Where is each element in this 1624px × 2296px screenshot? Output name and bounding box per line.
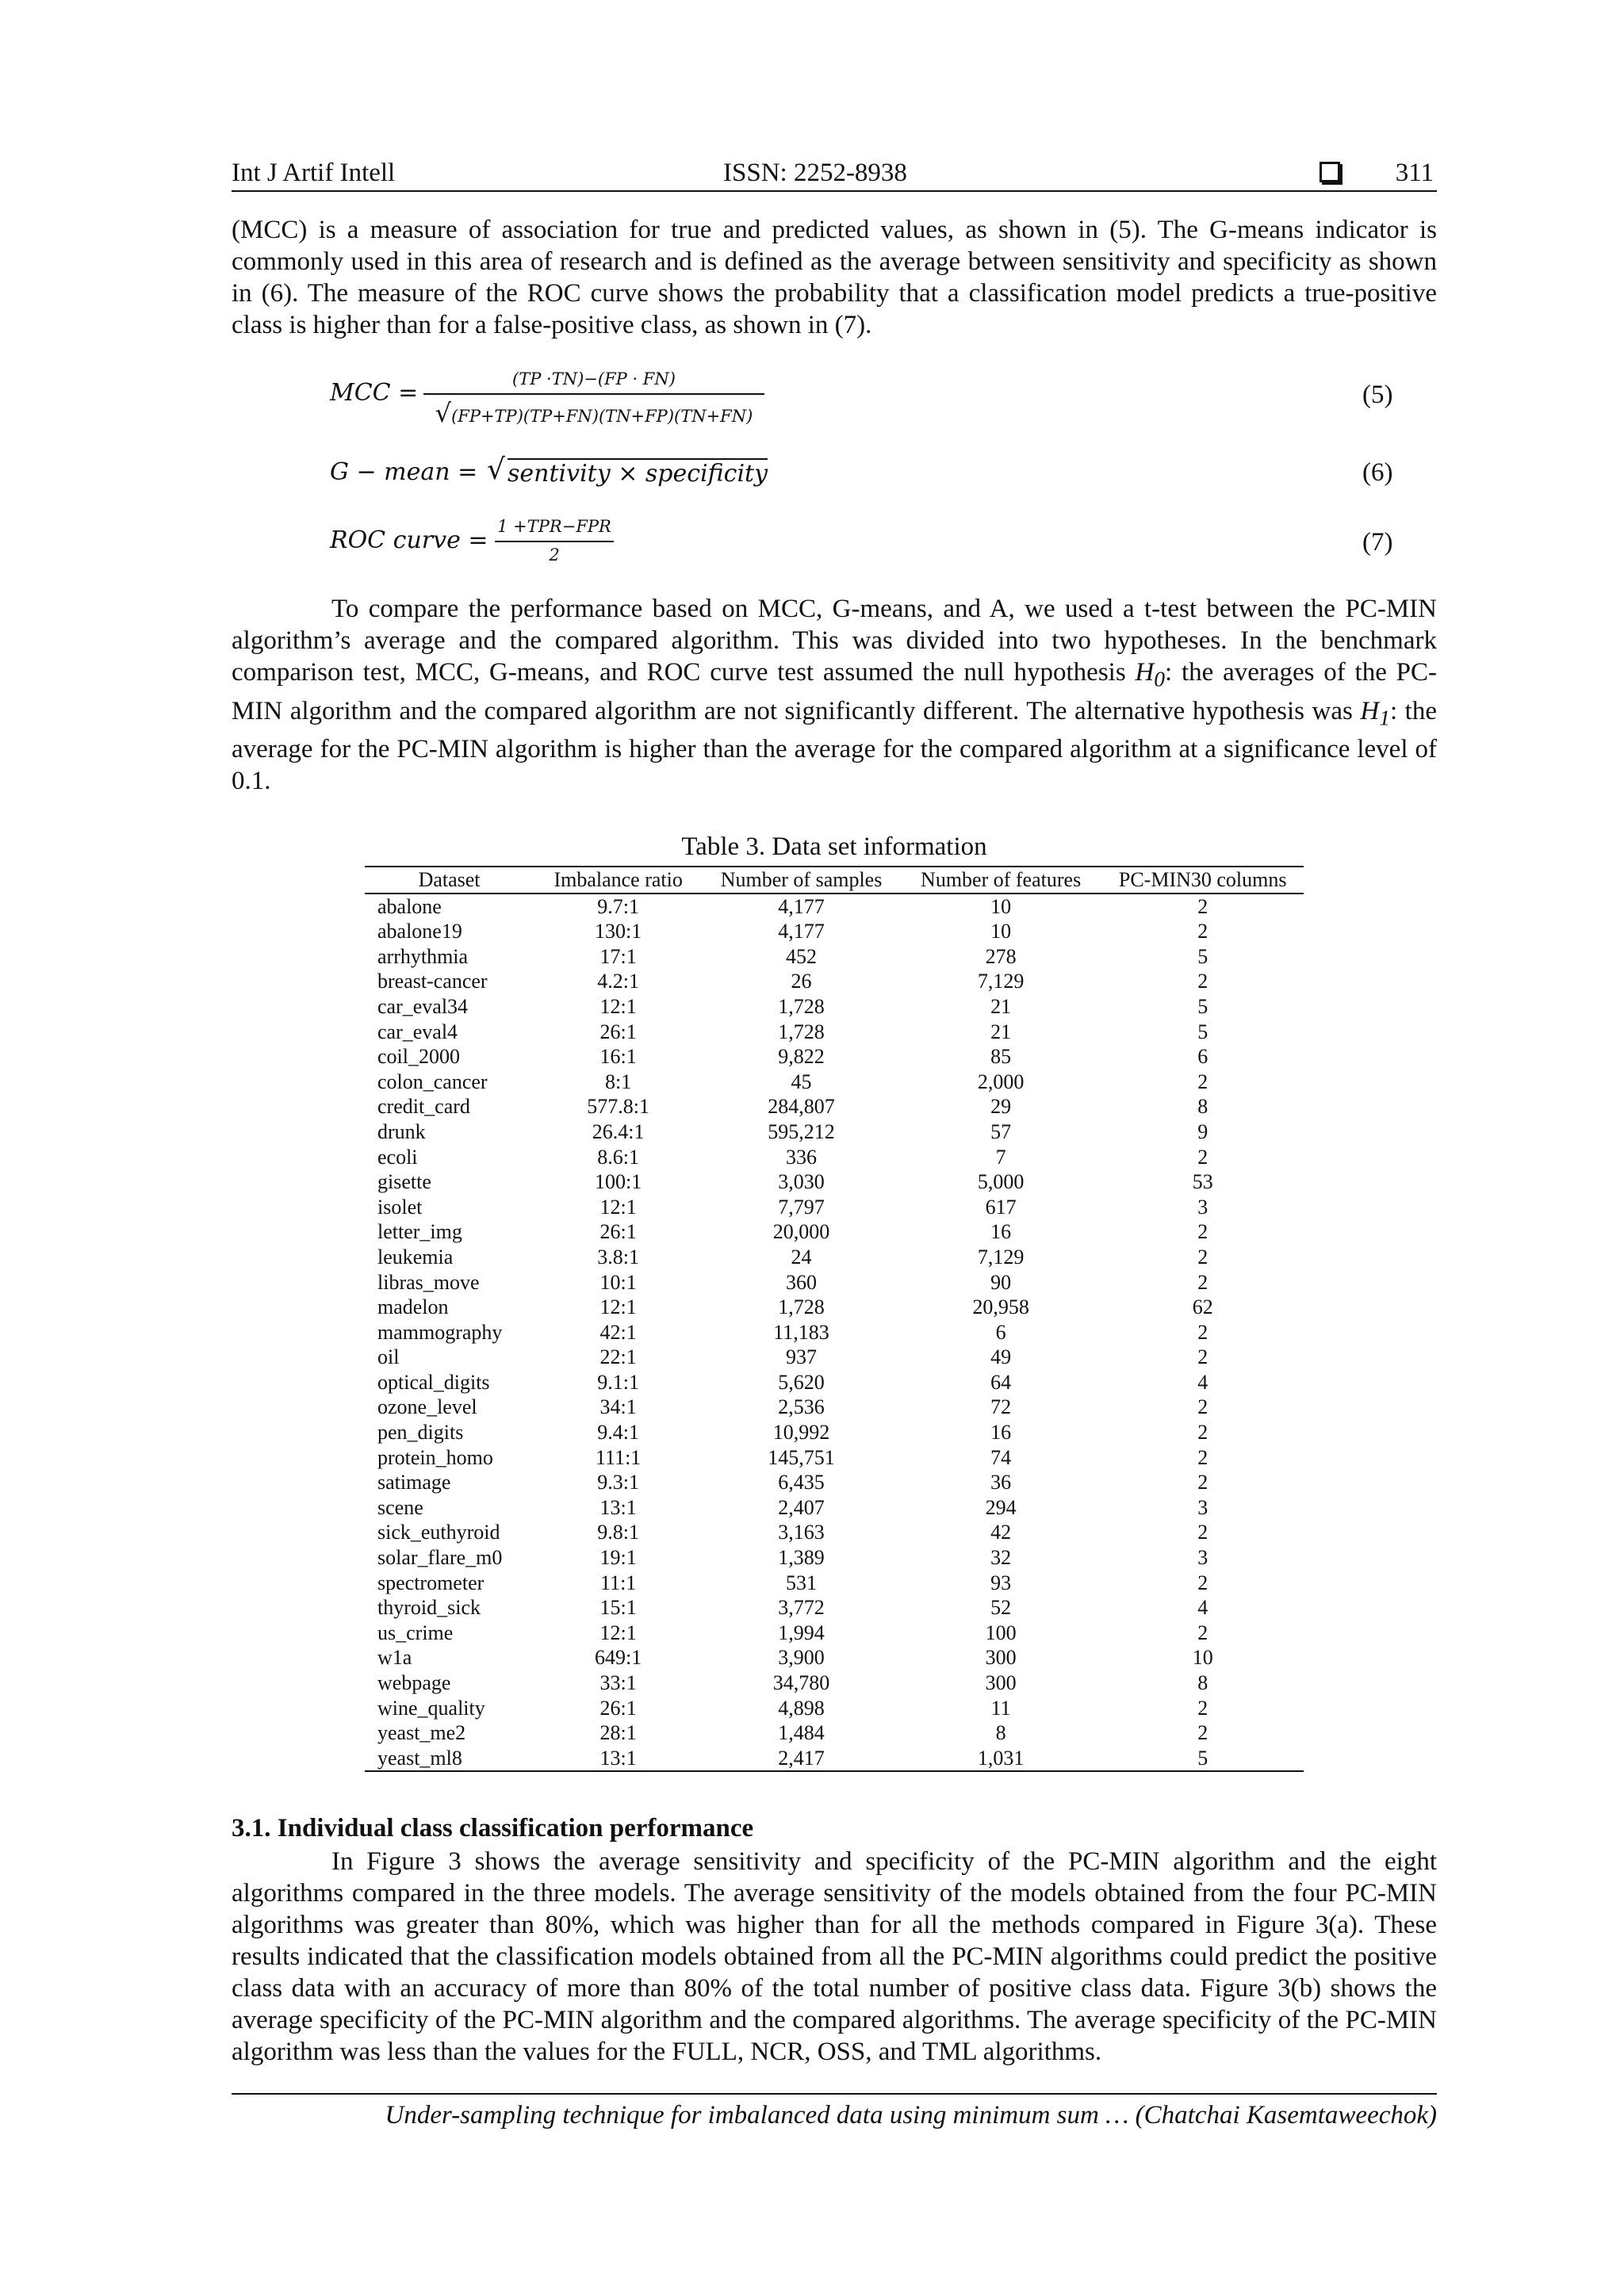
table-row [365, 894, 1304, 920]
equation-mcc-fraction [423, 369, 764, 428]
table-cell: 300 [985, 1646, 1017, 1670]
table-cell: 7,797 [778, 1195, 825, 1219]
dataset-name-cell: leukemia [377, 1245, 454, 1269]
table-row [365, 1094, 1304, 1119]
dataset-name-cell: w1a [377, 1646, 412, 1670]
table-cell: 4,177 [778, 920, 825, 943]
page-number: 311 [1395, 159, 1434, 187]
table-cell: 5 [1197, 994, 1208, 1018]
table-cell: 4,898 [778, 1696, 825, 1720]
table-cell: 26:1 [599, 1220, 637, 1244]
equation-roc-denominator: 2 [549, 545, 560, 564]
table-row [365, 1545, 1304, 1571]
table-cell: 2 [1197, 1521, 1208, 1544]
table-cell: 595,212 [768, 1119, 835, 1143]
dataset-name-cell: satimage [377, 1471, 451, 1494]
table-cell: 34:1 [599, 1395, 637, 1419]
table-cell: 10:1 [599, 1270, 637, 1294]
paragraph-hypothesis-part-b: : the averages of the PC-MIN algorithm and the compared algorithm are not significantly different. The alternative hypothesis was [232, 658, 1438, 725]
table-cell: 130:1 [595, 920, 642, 943]
dataset-name-cell: us_crime [377, 1621, 454, 1644]
table-cell: 2 [1197, 1395, 1208, 1419]
table-cell: 1,728 [778, 1295, 825, 1319]
table-cell: 2 [1197, 1421, 1208, 1445]
table-header-row [365, 867, 1304, 894]
table-cell: 2 [1197, 1245, 1208, 1269]
table-cell: 16 [990, 1220, 1012, 1244]
table-cell: 100:1 [595, 1170, 642, 1194]
table-cell: 8.6:1 [597, 1145, 640, 1169]
table-cell: 2 [1197, 1145, 1208, 1169]
table-cell: 5 [1101, 1746, 1304, 1772]
sqrt-icon: √ [435, 398, 452, 428]
table-cell: 360 [786, 1270, 818, 1294]
table-cell: 85 [990, 1045, 1012, 1069]
table-cell: 8 [1197, 1671, 1208, 1694]
table-cell: 17:1 [599, 944, 637, 968]
dataset-name-cell: webpage [377, 1671, 451, 1694]
h1-subscript: 1 [1379, 705, 1390, 730]
dataset-name-cell: ecoli [377, 1145, 418, 1169]
running-footer: Under-sampling technique for imbalanced data using minimum sum … (Chatchai Kasemtaweechok) [232, 2093, 1437, 2130]
dataset-name-cell: pen_digits [377, 1421, 464, 1445]
table-cell: 12:1 [599, 994, 637, 1018]
table-cell: 52 [990, 1596, 1012, 1620]
table-cell: 74 [990, 1445, 1012, 1469]
table-cell: 2,407 [778, 1495, 825, 1519]
dataset-name-cell: protein_homo [377, 1445, 493, 1469]
table-cell: 20,958 [972, 1295, 1029, 1319]
table-cell: 2 [1197, 1070, 1208, 1093]
table-cell: 284,807 [768, 1095, 835, 1119]
equation-number-6: (6) [1362, 458, 1393, 487]
table-cell: 42:1 [599, 1320, 637, 1344]
table-row [365, 1020, 1304, 1045]
table-cell: 1,484 [778, 1721, 825, 1745]
table-cell: 2 [1197, 920, 1208, 943]
dataset-name-cell: mammography [377, 1320, 503, 1344]
table-cell: 3 [1197, 1495, 1208, 1519]
table-cell: 9.1:1 [597, 1370, 640, 1394]
table-cell: 2,536 [778, 1395, 825, 1419]
table-cell: 42 [990, 1521, 1012, 1544]
paragraph-hypothesis-part-a: To compare the performance based on MCC, G-means, and A, we used a t-test between the PC-MIN algorithm’s average and the compared algorithm. This was divided into two hypotheses. In the benchmark comparison test, MCC, G-means, and ROC curve test assumed the null hypothesis [232, 595, 1437, 687]
table-cell: 16:1 [599, 1045, 637, 1069]
table-cell: 3.8:1 [597, 1245, 640, 1269]
table-cell: 2 [1197, 1571, 1208, 1594]
table-cell: 3,772 [778, 1596, 825, 1620]
table-cell: 3,163 [778, 1521, 825, 1544]
table-cell: 2 [1197, 1621, 1208, 1644]
table-cell: 4 [1197, 1370, 1208, 1394]
paragraph-hypothesis-part-c: : the average for the PC-MIN algorithm is higher than the average for the compared algorithm at a significance level of 0.1. [232, 696, 1437, 796]
equation-mcc-numerator: (TP ·TN)−(FP · FN) [512, 369, 676, 388]
table-row [365, 1670, 1304, 1696]
equation-number-5: (5) [1362, 381, 1393, 409]
table-cell: 1,389 [778, 1546, 825, 1570]
table-cell: 13:1 [534, 1746, 703, 1772]
table-cell: 3,030 [778, 1170, 825, 1194]
dataset-name-cell: letter_img [377, 1220, 462, 1244]
table-cell: 336 [786, 1145, 818, 1169]
table-row [365, 1720, 1304, 1746]
table-cell: 64 [990, 1370, 1012, 1394]
equation-mcc-denominator-wrap [423, 398, 764, 428]
table-cell: 11:1 [600, 1571, 637, 1594]
table-body [365, 894, 1304, 1772]
table-cell: 53 [1192, 1170, 1213, 1194]
paragraph-metrics: (MCC) is a measure of association for true and predicted values, as shown in (5). The G-means indicator is commonly used in this area of research and is defined as the average between sensitivity and specificity as shown in (6). The measure of the ROC curve shows the probability that a classification model predicts a true-positive class is higher than for a false-positive class, as shown in (7). [232, 216, 1437, 339]
table-cell: 36 [990, 1471, 1012, 1494]
table-cell: 12:1 [599, 1195, 637, 1219]
table-cell: 649:1 [595, 1646, 642, 1670]
equation-roc-lhs: ROC curve = [330, 526, 488, 554]
dataset-name-cell: arrhythmia [377, 944, 469, 968]
table-cell: 19:1 [599, 1546, 637, 1570]
table-cell: 531 [786, 1571, 818, 1594]
h0-symbol [1135, 658, 1166, 691]
table-row [365, 969, 1304, 994]
table-cell: 11 [990, 1696, 1011, 1720]
dataset-name-cell: ozone_level [377, 1395, 477, 1419]
table-cell: 2 [1197, 1696, 1208, 1720]
table-row [365, 1395, 1304, 1420]
table-cell: 10 [1192, 1646, 1213, 1670]
table-cell: 9.7:1 [597, 894, 640, 918]
dataset-name-cell: colon_cancer [377, 1070, 488, 1093]
table-cell: 15:1 [599, 1596, 637, 1620]
dataset-table [365, 866, 1304, 1772]
table-cell: 577.8:1 [587, 1095, 650, 1119]
table-row [365, 1219, 1304, 1245]
table-cell: 9,822 [778, 1045, 825, 1069]
table-row [365, 944, 1304, 970]
table-row [365, 1370, 1304, 1395]
table-row [365, 1746, 1304, 1772]
dataset-name-cell: libras_move [377, 1270, 480, 1294]
dataset-name-cell: madelon [377, 1295, 449, 1319]
equation-number-7: (7) [1362, 528, 1393, 557]
table-cell: 5,000 [977, 1170, 1025, 1194]
table-cell: 2 [1197, 894, 1208, 918]
table-cell: 10 [990, 894, 1012, 918]
column-header: Imbalance ratio [534, 867, 703, 894]
table-row [365, 1645, 1304, 1670]
dataset-name-cell: abalone19 [377, 920, 462, 943]
table-cell: 11,183 [773, 1320, 829, 1344]
table-cell: 9.8:1 [597, 1521, 640, 1544]
section-heading: 3.1. Individual class classification performance [232, 1814, 754, 1843]
table-cell: 2 [1197, 1220, 1208, 1244]
dataset-name-cell: car_eval4 [377, 1020, 458, 1043]
table-cell: 3,900 [778, 1646, 825, 1670]
section-paragraph: In Figure 3 shows the average sensitivity and specificity of the PC-MIN algorithm and the eight algorithms compared in the three models. The average sensitivity of the models obtained from the four PC-MIN algorithms was greater than 80%, which was higher than for all the methods compared in Figure 3(a). These results indicated that the classification models obtained from all the PC-MIN algorithms could predict the positive class data with an accuracy of more than 80% of the total number of positive class data. Figure 3(b) shows the average specificity of the PC-MIN algorithm and the compared algorithms. The average specificity of the PC-MIN algorithm was less than the values for the FULL, NCR, OSS, and TML algorithms. [232, 1847, 1437, 2066]
table-cell: 617 [985, 1195, 1017, 1219]
table-cell: 90 [990, 1270, 1012, 1294]
table-row [365, 1044, 1304, 1070]
dataset-name-cell: optical_digits [377, 1370, 490, 1394]
equation-mcc-lhs: MCC = [330, 379, 419, 407]
equation-roc-fraction [495, 517, 614, 564]
table-cell: 3 [1197, 1546, 1208, 1570]
table-row [365, 919, 1304, 944]
table-cell: 300 [985, 1671, 1017, 1694]
table-cell: 145,751 [768, 1445, 835, 1469]
table-cell: 2 [1197, 1320, 1208, 1344]
table-cell: 2 [1197, 1345, 1208, 1369]
dataset-name-cell: wine_quality [377, 1696, 485, 1720]
table-cell: 28:1 [599, 1721, 637, 1745]
h1-letter: H [1360, 696, 1380, 725]
column-header: Number of features [900, 867, 1102, 894]
table-cell: 1,728 [778, 1020, 825, 1043]
fraction-bar [495, 541, 614, 542]
table-row [365, 1245, 1304, 1270]
column-header: Number of samples [703, 867, 900, 894]
table-cell: 26 [791, 970, 812, 993]
sqrt-icon: √ [487, 453, 505, 486]
dataset-name-cell: thyroid_sick [377, 1596, 481, 1620]
table-cell: 26.4:1 [592, 1119, 645, 1143]
dataset-name-cell: isolet [377, 1195, 423, 1219]
dataset-name-cell: oil [377, 1345, 400, 1369]
dataset-name-cell: solar_flare_m0 [377, 1546, 503, 1570]
table-cell: 9.3:1 [597, 1471, 640, 1494]
table-cell: 26:1 [599, 1020, 637, 1043]
table-cell: 6,435 [778, 1471, 825, 1494]
table-cell: 49 [990, 1345, 1012, 1369]
table-cell: 21 [990, 994, 1012, 1018]
table-cell: 100 [985, 1621, 1017, 1644]
table-cell: 2 [1197, 1471, 1208, 1494]
table-cell: 452 [786, 944, 818, 968]
table-row [365, 1595, 1304, 1621]
dataset-name-cell: drunk [377, 1119, 426, 1143]
dataset-name-cell: credit_card [377, 1095, 470, 1119]
table-cell: 24 [791, 1245, 812, 1269]
table-cell: 5,620 [778, 1370, 825, 1394]
table-cell: 29 [990, 1095, 1012, 1119]
table-cell: 5 [1197, 1020, 1208, 1043]
table-cell: 4 [1197, 1596, 1208, 1620]
equation-gmean-lhs: G − mean = [330, 458, 478, 486]
dataset-name-cell: breast-cancer [377, 970, 488, 993]
table-cell: 72 [990, 1395, 1012, 1419]
table-cell: 16 [990, 1421, 1012, 1445]
table-cell: 8 [995, 1721, 1006, 1745]
table-cell: 5 [1197, 944, 1208, 968]
dataset-name-cell: abalone [377, 894, 442, 918]
dataset-name-cell: scene [377, 1495, 423, 1519]
table-cell: 7,129 [977, 970, 1025, 993]
column-header: PC-MIN30 columns [1101, 867, 1304, 894]
h1-symbol [1360, 696, 1390, 730]
dataset-name-cell: spectrometer [377, 1571, 485, 1594]
table-row [365, 1145, 1304, 1170]
equation-gmean-expression: sentivity × specificity [508, 460, 768, 488]
table-cell: 1,994 [778, 1621, 825, 1644]
table-cell: 12:1 [599, 1621, 637, 1644]
table-cell: 57 [990, 1119, 1012, 1143]
table-caption: Table 3. Data set information [681, 832, 987, 861]
paragraph-hypothesis [232, 593, 1437, 797]
dataset-name-cell: yeast_me2 [377, 1721, 466, 1745]
table-row [365, 994, 1304, 1020]
table-row [365, 1571, 1304, 1596]
table-cell: 21 [990, 1020, 1012, 1043]
table-cell: 9 [1197, 1119, 1208, 1143]
table-cell: 10 [990, 920, 1012, 943]
table-cell: 33:1 [599, 1671, 637, 1694]
table-cell: 12:1 [599, 1295, 637, 1319]
table-cell: 32 [990, 1546, 1012, 1570]
table-row [365, 1320, 1304, 1345]
table-row [365, 1070, 1304, 1095]
table-cell: 8 [1197, 1095, 1208, 1119]
dataset-name-cell: coil_2000 [377, 1045, 460, 1069]
table-cell: 9.4:1 [597, 1421, 640, 1445]
table-cell: 93 [990, 1571, 1012, 1594]
table-cell: 13:1 [599, 1495, 637, 1519]
table-row [365, 1195, 1304, 1220]
table-cell: 3 [1197, 1195, 1208, 1219]
table-cell: 34,780 [772, 1671, 830, 1694]
running-header [232, 155, 1437, 192]
table-cell: 6 [995, 1320, 1006, 1344]
table-row [365, 1621, 1304, 1646]
table-row [365, 1345, 1304, 1370]
table-cell: 7 [995, 1145, 1006, 1169]
table-cell: 294 [985, 1495, 1017, 1519]
table-cell: 278 [985, 944, 1017, 968]
table-row [365, 1420, 1304, 1445]
table-row [365, 1495, 1304, 1521]
table-cell: 111:1 [596, 1445, 642, 1469]
table-row [365, 1295, 1304, 1320]
dataset-name-cell: car_eval34 [377, 994, 469, 1018]
table-cell: 937 [786, 1345, 818, 1369]
dataset-name-cell: yeast_ml8 [365, 1746, 534, 1772]
h0-letter: H [1135, 658, 1155, 687]
equation-roc-numerator: 1 +TPR−FPR [497, 517, 611, 536]
table-cell: 4,177 [778, 894, 825, 918]
table-cell: 2 [1197, 1270, 1208, 1294]
table-row [365, 1270, 1304, 1295]
dataset-name-cell: gisette [377, 1170, 431, 1194]
table-cell: 8:1 [605, 1070, 632, 1093]
table-row [365, 1470, 1304, 1495]
table-row [365, 1445, 1304, 1471]
issn: ISSN: 2252-8938 [723, 159, 907, 187]
table-cell: 20,000 [772, 1220, 830, 1244]
table-cell: 4.2:1 [597, 970, 640, 993]
table-row [365, 1169, 1304, 1195]
h0-subscript: 0 [1154, 666, 1166, 691]
table-cell: 2 [1197, 1721, 1208, 1745]
table-cell: 7,129 [977, 1245, 1025, 1269]
table-row [365, 1520, 1304, 1545]
column-header: Dataset [365, 867, 534, 894]
table-cell: 2,417 [703, 1746, 900, 1772]
table-cell: 1,728 [778, 994, 825, 1018]
table-cell: 45 [791, 1070, 812, 1093]
table-cell: 22:1 [599, 1345, 637, 1369]
table-cell: 1,031 [900, 1746, 1102, 1772]
table-row [365, 1696, 1304, 1721]
table-cell: 10,992 [772, 1421, 830, 1445]
table-cell: 6 [1197, 1045, 1208, 1069]
journal-name: Int J Artif Intell [232, 159, 396, 187]
table-cell: 2 [1197, 1445, 1208, 1469]
equation-mcc-denominator: (FP+TP)(TP+FN)(TN+FP)(TN+FN) [451, 407, 753, 426]
table-row [365, 1119, 1304, 1145]
table-cell: 2,000 [977, 1070, 1025, 1093]
fraction-bar [423, 393, 764, 395]
table-cell: 26:1 [599, 1696, 637, 1720]
square-box-icon [1320, 162, 1340, 182]
table-cell: 2 [1197, 970, 1208, 993]
table-cell: 62 [1192, 1295, 1213, 1319]
dataset-name-cell: sick_euthyroid [377, 1521, 500, 1544]
